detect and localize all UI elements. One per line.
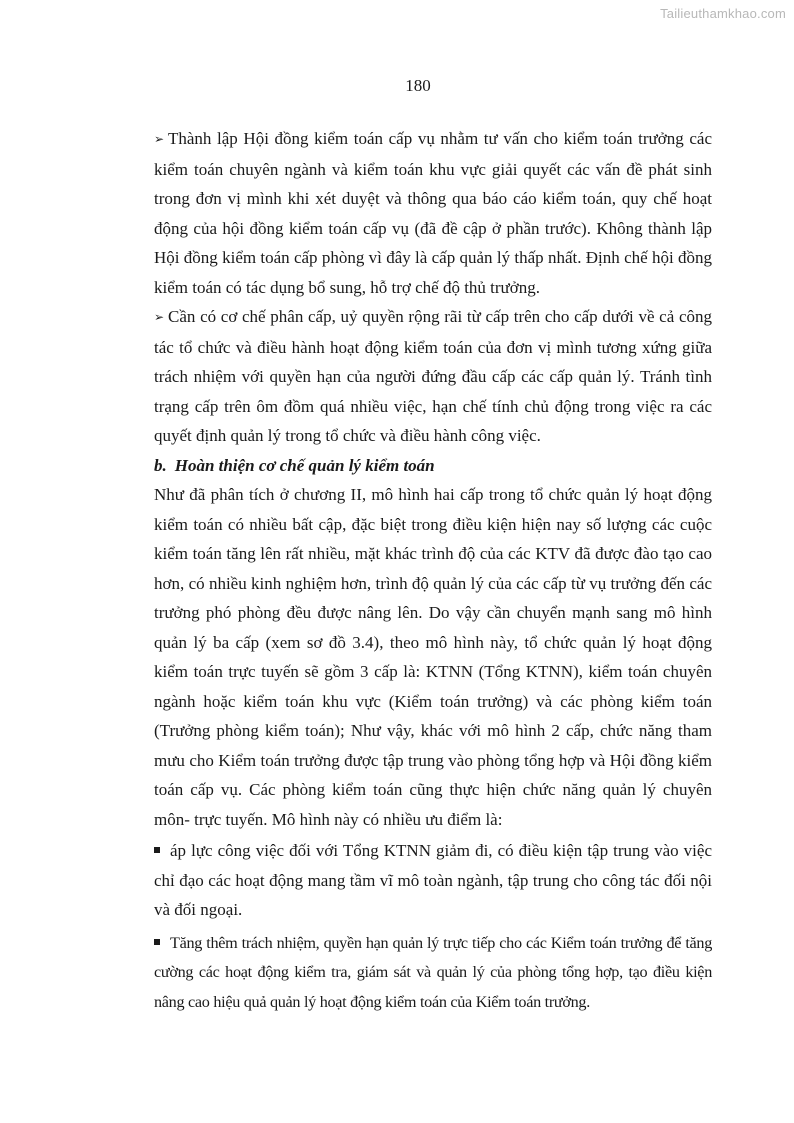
bullet-text: Tăng thêm trách nhiệm, quyền hạn quản lý trực tiếp cho các Kiểm toán trưởng để tăng cường các hoạt động kiểm tra, giám sát và quản lý của phòng tổng hợp, tạo điều kiện nâng cao hiệu quả quản lý hoạt động kiểm toán của Kiểm toán trưởng. <box>154 933 712 1011</box>
heading-number: b. <box>154 455 167 475</box>
square-bullet-icon <box>154 847 160 853</box>
paragraph-hoi-dong <box>154 124 712 302</box>
paragraph-text: Như đã phân tích ở chương II, mô hình hai cấp trong tổ chức quản lý hoạt động kiểm toán có nhiều bất cập, đặc biệt trong điều kiện hiện nay số lượng các cuộc kiểm toán tăng lên rất nhiều, mặt khác trình độ của các KTV đã được đào tạo cao hơn, có nhiều kinh nghiệm hơn, trình độ quản lý của các cấp từ vụ trưởng đến các trưởng phó phòng đều được nâng lên. Do vậy cần chuyển mạnh sang mô hình quản lý ba cấp (xem sơ đồ 3.4), theo mô hình này, tổ chức quản lý hoạt động kiểm toán trực tuyến sẽ gồm 3 cấp là: KTNN (Tổng KTNN), kiểm toán chuyên ngành hoặc kiểm toán khu vực (Kiểm toán trưởng) và các phòng kiểm toán (Trưởng phòng kiểm toán); Như vậy, khác với mô hình 2 cấp, chức năng tham mưu cho Kiểm toán trưởng được tập trung vào phòng tổng hợp và Hội đồng kiểm toán cấp vụ. Các phòng kiểm toán cũng thực hiện chức năng quản lý chuyên môn- trực tuyến. Mô hình này có nhiều ưu điểm là: <box>154 485 712 829</box>
square-bullet-icon <box>154 939 160 945</box>
paragraph-mo-hinh <box>154 480 712 834</box>
paragraph-text: Thành lập Hội đồng kiểm toán cấp vụ nhằm tư vấn cho kiểm toán trưởng các kiểm toán chuyên ngành và kiểm toán khu vực giải quyết các vấn đề phát sinh trong đơn vị mình khi xét duyệt và thông qua báo cáo kiểm toán, quy chế hoạt động của hội đồng kiểm toán cấp vụ (đã đề cập ở phần trước). Không thành lập Hội đồng kiểm toán cấp phòng vì đây là cấp quản lý thấp nhất. Định chế hội đồng kiểm toán có tác dụng bổ sung, hỗ trợ chế độ thủ trưởng. <box>154 129 712 297</box>
paragraph-phan-cap <box>154 302 712 451</box>
heading-text: Hoàn thiện cơ chế quản lý kiểm toán <box>174 455 435 475</box>
bullet-text: áp lực công việc đối với Tổng KTNN giảm đi, có điều kiện tập trung vào việc chỉ đạo các hoạt động mang tầm vĩ mô toàn ngành, tập trung cho công tác đối nội và đối ngoại. <box>154 841 712 919</box>
page-number: 180 <box>405 76 431 95</box>
paragraph-text: Cần có cơ chế phân cấp, uỷ quyền rộng rãi từ cấp trên cho cấp dưới về cả công tác tổ chức và điều hành hoạt động kiểm toán của đơn vị mình tương xứng giữa trách nhiệm với quyền hạn của người đứng đầu cấp các cấp quản lý. Tránh tình trạng cấp trên ôm đồm quá nhiều việc, hạn chế tính chủ động trong việc ra các quyết định quản lý trong tổ chức và điều hành công việc. <box>154 307 712 445</box>
bullet-item-tang-them <box>154 929 712 1018</box>
section-heading <box>154 451 712 481</box>
document-body <box>154 124 712 1017</box>
arrow-bullet-icon: ➢ <box>154 310 165 324</box>
bullet-item-ap-luc <box>154 836 712 925</box>
watermark: Tailieuthamkhao.com <box>660 6 786 21</box>
arrow-bullet-icon: ➢ <box>154 132 165 146</box>
